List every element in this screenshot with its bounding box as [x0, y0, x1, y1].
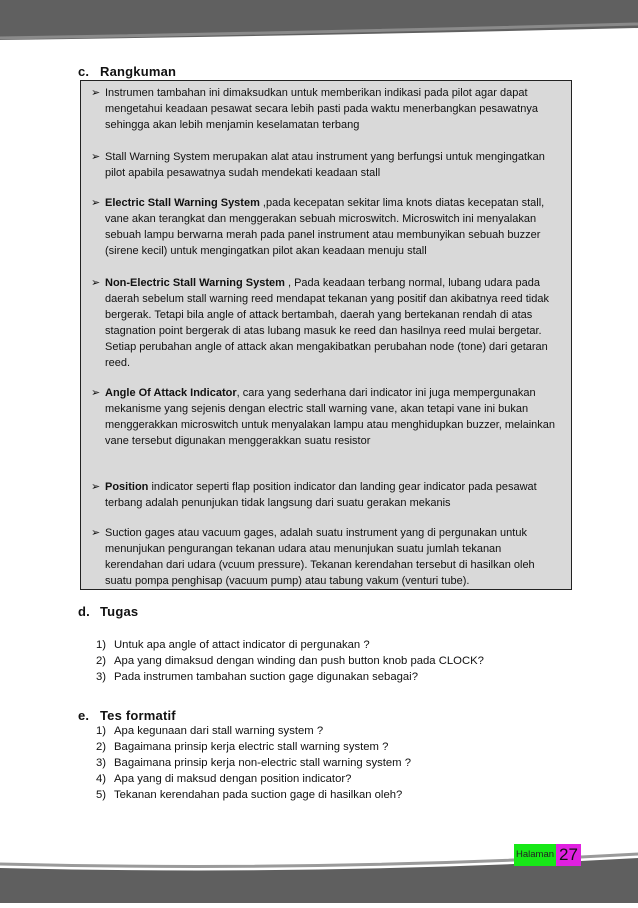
section-e-heading — [78, 708, 176, 723]
section-c-letter: c. — [78, 64, 90, 79]
list-number: 3) — [96, 757, 107, 769]
list-text: Apa kegunaan dari stall warning system ? — [114, 725, 324, 737]
summary-text: , Pada keadaan terbang normal, lubang udara pada daerah sebelum stall warning reed mendapat tekanan yang positif dan akibatnya reed tidak bergerak. Tetapi bila angle of attack bertambah, daerah yang bertekanan rendah di atas stagnation point bergerak di atas lubang masuk ke reed dan hasilnya reed mulai bergetar. Setiap perubahan angle of attack akan mengakibatkan perubahan node (tone) dari getaran reed. — [105, 277, 549, 369]
list-item — [96, 739, 411, 755]
section-d-title: Tugas — [100, 604, 139, 619]
list-number: 2) — [96, 655, 107, 667]
section-d-letter: d. — [78, 604, 90, 619]
arrow-bullet-icon: ➢ — [91, 151, 101, 163]
list-item — [96, 787, 411, 803]
list-number: 1) — [96, 639, 107, 651]
summary-item — [91, 275, 561, 371]
tugas-list — [96, 637, 484, 685]
arrow-bullet-icon: ➢ — [91, 277, 101, 289]
list-text: Pada instrumen tambahan suction gage digunakan sebagai? — [114, 671, 418, 683]
section-d-heading — [78, 604, 138, 619]
section-e-letter: e. — [78, 708, 90, 723]
list-text: Apa yang di maksud dengan position indicator? — [114, 773, 352, 785]
list-number: 4) — [96, 773, 107, 785]
list-text: Bagaimana prinsip kerja electric stall warning system ? — [114, 741, 389, 753]
tes-list — [96, 723, 411, 803]
list-item — [96, 723, 411, 739]
summary-text: Instrumen tambahan ini dimaksudkan untuk memberikan indikasi pada pilot agar dapat mengetahui keadaan pesawat secara lebih pasti pada waktu menerbangkan pesawatnya sehingga akan lebih menjamin keselamatan terbang — [105, 87, 538, 131]
list-number: 3) — [96, 671, 107, 683]
section-e-title: Tes formatif — [100, 708, 176, 723]
list-text: Bagaimana prinsip kerja non-electric stall warning system ? — [114, 757, 411, 769]
list-item — [96, 771, 411, 787]
summary-bold: Non-Electric Stall Warning System — [105, 277, 285, 289]
summary-item — [91, 385, 561, 449]
summary-text: indicator seperti flap position indicator dan landing gear indicator pada pesawat terbang adalah penunjukan tidak langsung dari suatu gerakan mekanis — [105, 481, 537, 509]
summary-box — [80, 80, 572, 590]
page-value: 27 — [556, 844, 581, 866]
section-c-heading — [78, 64, 176, 79]
arrow-bullet-icon: ➢ — [91, 481, 101, 493]
summary-text: Stall Warning System merupakan alat atau instrument yang berfungsi untuk mengingatkan pilot apabila pesawatnya sudah mendekati keadaan stall — [105, 151, 545, 179]
summary-text: Suction gages atau vacuum gages, adalah suatu instrument yang di pergunakan untuk menunjukan pengurangan tekanan udara atau menunjukan suatu jumlah tekanan kerendahan dari udara (vcuum pressure). Tekanan kerendahan tersebut di hasilkan oleh suatu pompa penghisap (vacuum pump) atau tabung vakum (venturi tube). — [105, 527, 535, 587]
summary-text: ,pada kecepatan sekitar lima knots diatas kecepatan stall, vane akan terangkat dan menggerakan sebuah microswitch. Microswitch ini menyalakan sebuah lampu berwarna merah pada panel instrument atau membunyikan sebuah buzzer (sirene kecil) untuk mengingatkan pilot akan keadaan menuju stall — [105, 197, 545, 257]
list-text: Untuk apa angle of attact indicator di pergunakan ? — [114, 639, 370, 651]
arrow-bullet-icon: ➢ — [91, 527, 101, 539]
list-item — [96, 637, 484, 653]
list-number: 2) — [96, 741, 107, 753]
summary-item — [91, 479, 561, 511]
arrow-bullet-icon: ➢ — [91, 87, 101, 99]
summary-bold: Angle Of Attack Indicator — [105, 387, 237, 399]
arrow-bullet-icon: ➢ — [91, 387, 101, 399]
summary-item — [91, 85, 561, 133]
list-text: Apa yang dimaksud dengan winding dan push button knob pada CLOCK? — [114, 655, 484, 667]
list-number: 5) — [96, 789, 107, 801]
summary-item — [91, 149, 561, 181]
summary-item — [91, 525, 561, 589]
list-item — [96, 755, 411, 771]
header-curve — [0, 0, 638, 48]
list-item — [96, 653, 484, 669]
section-c-title: Rangkuman — [100, 64, 177, 79]
list-number: 1) — [96, 725, 107, 737]
summary-bold: Electric Stall Warning System — [105, 197, 260, 209]
list-item — [96, 669, 484, 685]
summary-text: , cara yang sederhana dari indicator ini juga mempergunakan mekanisme yang sejenis dengan electric stall warning vane, akan tetapi vane ini bukan menggerakkan microswitch untuk menyalakan lampu atau menghidupkan buzzer, melainkan vane tersebut digunakan menggerakkan suatu resistor — [105, 387, 556, 447]
header-band — [0, 0, 638, 48]
arrow-bullet-icon: ➢ — [91, 197, 101, 209]
page-label: Halaman — [514, 844, 556, 866]
summary-bold: Position — [105, 481, 149, 493]
list-text: Tekanan kerendahan pada suction gage di hasilkan oleh? — [114, 789, 403, 801]
page-number — [514, 844, 581, 866]
summary-item — [91, 195, 561, 259]
